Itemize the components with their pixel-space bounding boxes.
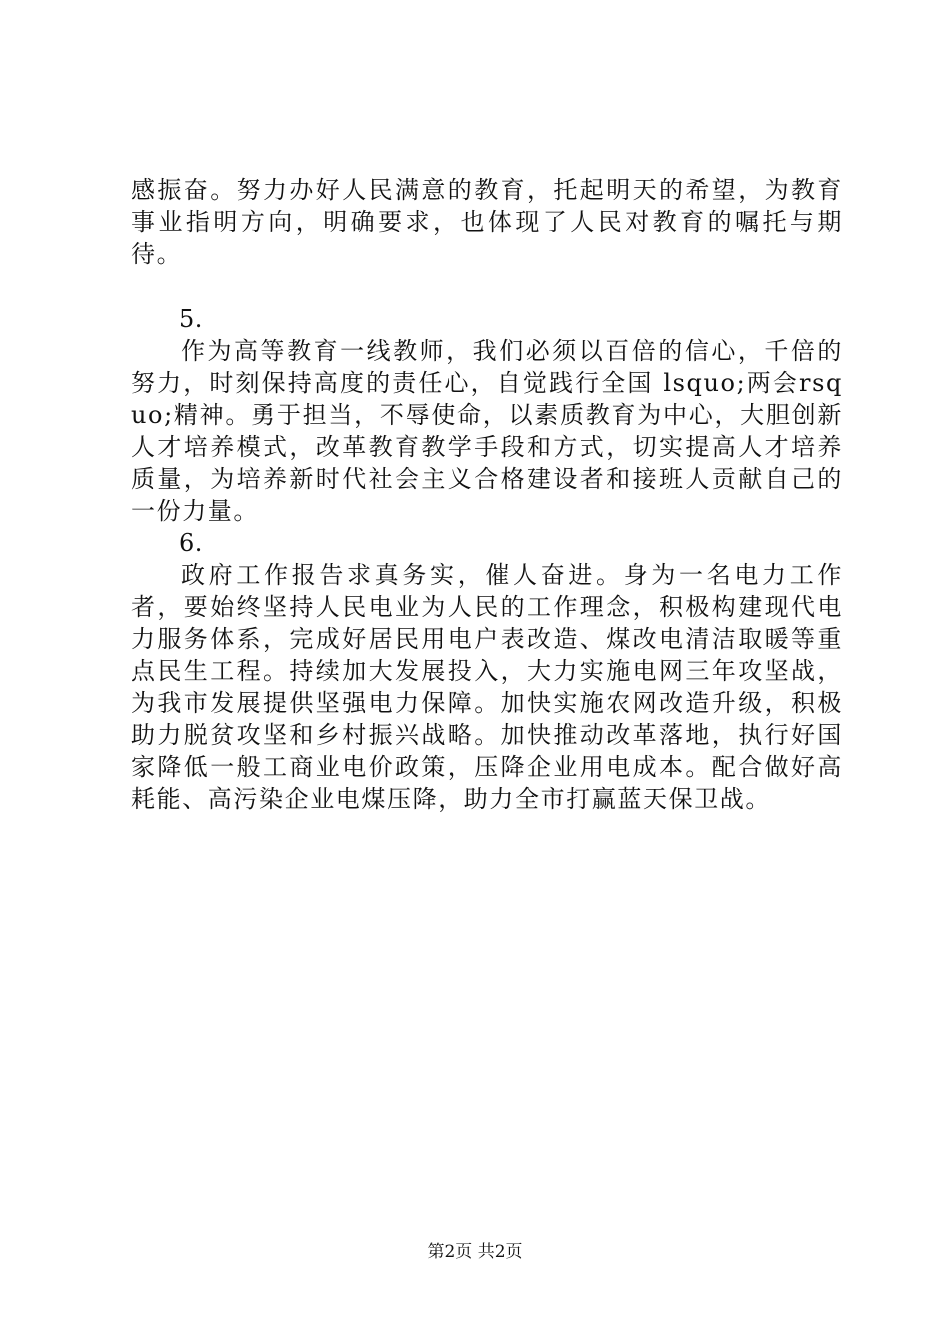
- page-footer: 第2页 共2页: [427, 1242, 523, 1262]
- document-body: [131, 174, 843, 815]
- paragraph-6: 政府工作报告求真务实，催人奋进。身为一名电力工作者，要始终坚持人民电业为人民的工作理念，积极构建现代电力服务体系，完成好居民用电户表改造、煤改电清洁取暖等重点民生工程。持续加大发展投入，大力实施电网三年攻坚战，为我市发展提供坚强电力保障。加快实施农网改造升级，积极助力脱贫攻坚和乡村振兴战略。加快推动改革落地，执行好国家降低一般工商业电价政策，压降企业用电成本。配合做好高耗能、高污染企业电煤压降，助力全市打赢蓝天保卫战。: [131, 561, 843, 813]
- section-number-5: 5.: [179, 305, 203, 333]
- section-number-6: 6.: [179, 529, 203, 557]
- paragraph-gap: [131, 270, 843, 303]
- paragraph-5: 作为高等教育一线教师，我们必须以百倍的信心，千倍的努力，时刻保持高度的责任心，自觉践行全国 lsquo;两会rsquo;精神。勇于担当，不辱使命，以素质教育为中心，大胆创新人才培养模式，改革教育教学手段和方式，切实提高人才培养质量，为培养新时代社会主义合格建设者和接班人贡献自己的一份力量。: [131, 337, 843, 525]
- paragraph-continuation: 感振奋。努力办好人民满意的教育，托起明天的希望，为教育事业指明方向，明确要求，也体现了人民对教育的嘱托与期待。: [131, 176, 843, 268]
